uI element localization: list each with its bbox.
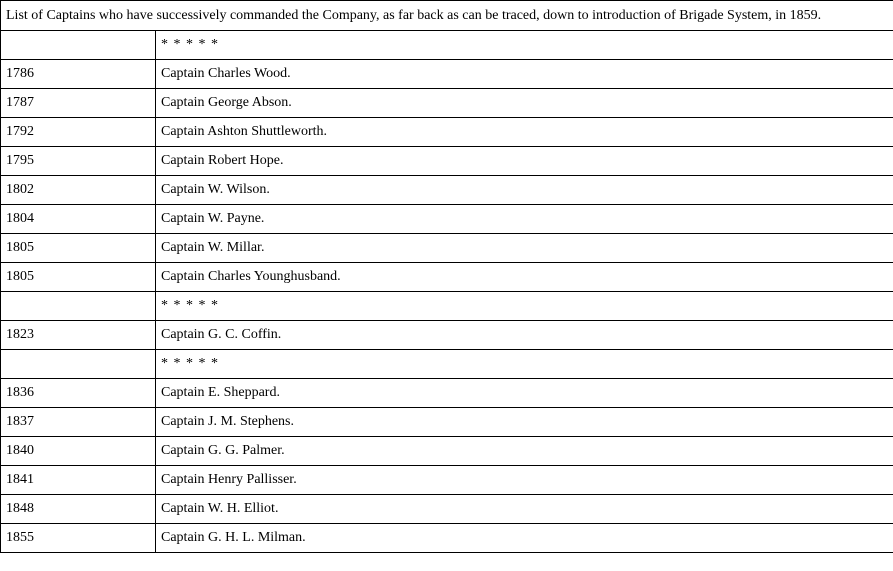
captain-row [1, 60, 893, 89]
year-cell: 1805 [1, 234, 156, 263]
captain-name-cell: Captain G. G. Palmer. [156, 437, 893, 466]
captain-row [1, 234, 893, 263]
captain-row [1, 205, 893, 234]
captain-row [1, 147, 893, 176]
ellipsis-cell: * * * * * [156, 31, 893, 60]
captain-name-cell: Captain Robert Hope. [156, 147, 893, 176]
captain-name-cell: Captain J. M. Stephens. [156, 408, 893, 437]
year-cell: 1848 [1, 495, 156, 524]
year-cell [1, 292, 156, 321]
year-cell [1, 31, 156, 60]
year-cell: 1840 [1, 437, 156, 466]
year-cell: 1836 [1, 379, 156, 408]
table-caption: List of Captains who have successively commanded the Company, as far back as can be traced, down to introduction of Brigade System, in 1859. [1, 1, 893, 31]
captain-row [1, 176, 893, 205]
captain-name-cell: Captain Charles Younghusband. [156, 263, 893, 292]
captain-name-cell: Captain W. Millar. [156, 234, 893, 263]
captain-name-cell: Captain Charles Wood. [156, 60, 893, 89]
captain-row [1, 118, 893, 147]
ellipsis-row [1, 31, 893, 60]
year-cell: 1786 [1, 60, 156, 89]
captain-row [1, 89, 893, 118]
year-cell: 1841 [1, 466, 156, 495]
table-caption-row [1, 1, 893, 31]
captain-name-cell: Captain W. Payne. [156, 205, 893, 234]
year-cell: 1855 [1, 524, 156, 553]
captain-name-cell: Captain G. C. Coffin. [156, 321, 893, 350]
year-cell: 1787 [1, 89, 156, 118]
ellipsis-cell: * * * * * [156, 350, 893, 379]
year-cell: 1795 [1, 147, 156, 176]
captain-row [1, 408, 893, 437]
captain-name-cell: Captain Ashton Shuttleworth. [156, 118, 893, 147]
captain-row [1, 495, 893, 524]
captain-row [1, 379, 893, 408]
captain-row [1, 437, 893, 466]
captain-name-cell: Captain W. H. Elliot. [156, 495, 893, 524]
year-cell [1, 350, 156, 379]
captain-name-cell: Captain W. Wilson. [156, 176, 893, 205]
year-cell: 1802 [1, 176, 156, 205]
captain-row [1, 524, 893, 553]
year-cell: 1837 [1, 408, 156, 437]
ellipsis-row [1, 350, 893, 379]
captain-name-cell: Captain Henry Pallisser. [156, 466, 893, 495]
captain-row [1, 263, 893, 292]
ellipsis-cell: * * * * * [156, 292, 893, 321]
captain-name-cell: Captain George Abson. [156, 89, 893, 118]
captain-row [1, 321, 893, 350]
captains-table-body [1, 1, 893, 553]
ellipsis-row [1, 292, 893, 321]
captain-name-cell: Captain E. Sheppard. [156, 379, 893, 408]
captain-name-cell: Captain G. H. L. Milman. [156, 524, 893, 553]
year-cell: 1823 [1, 321, 156, 350]
year-cell: 1804 [1, 205, 156, 234]
captain-row [1, 466, 893, 495]
year-cell: 1792 [1, 118, 156, 147]
year-cell: 1805 [1, 263, 156, 292]
